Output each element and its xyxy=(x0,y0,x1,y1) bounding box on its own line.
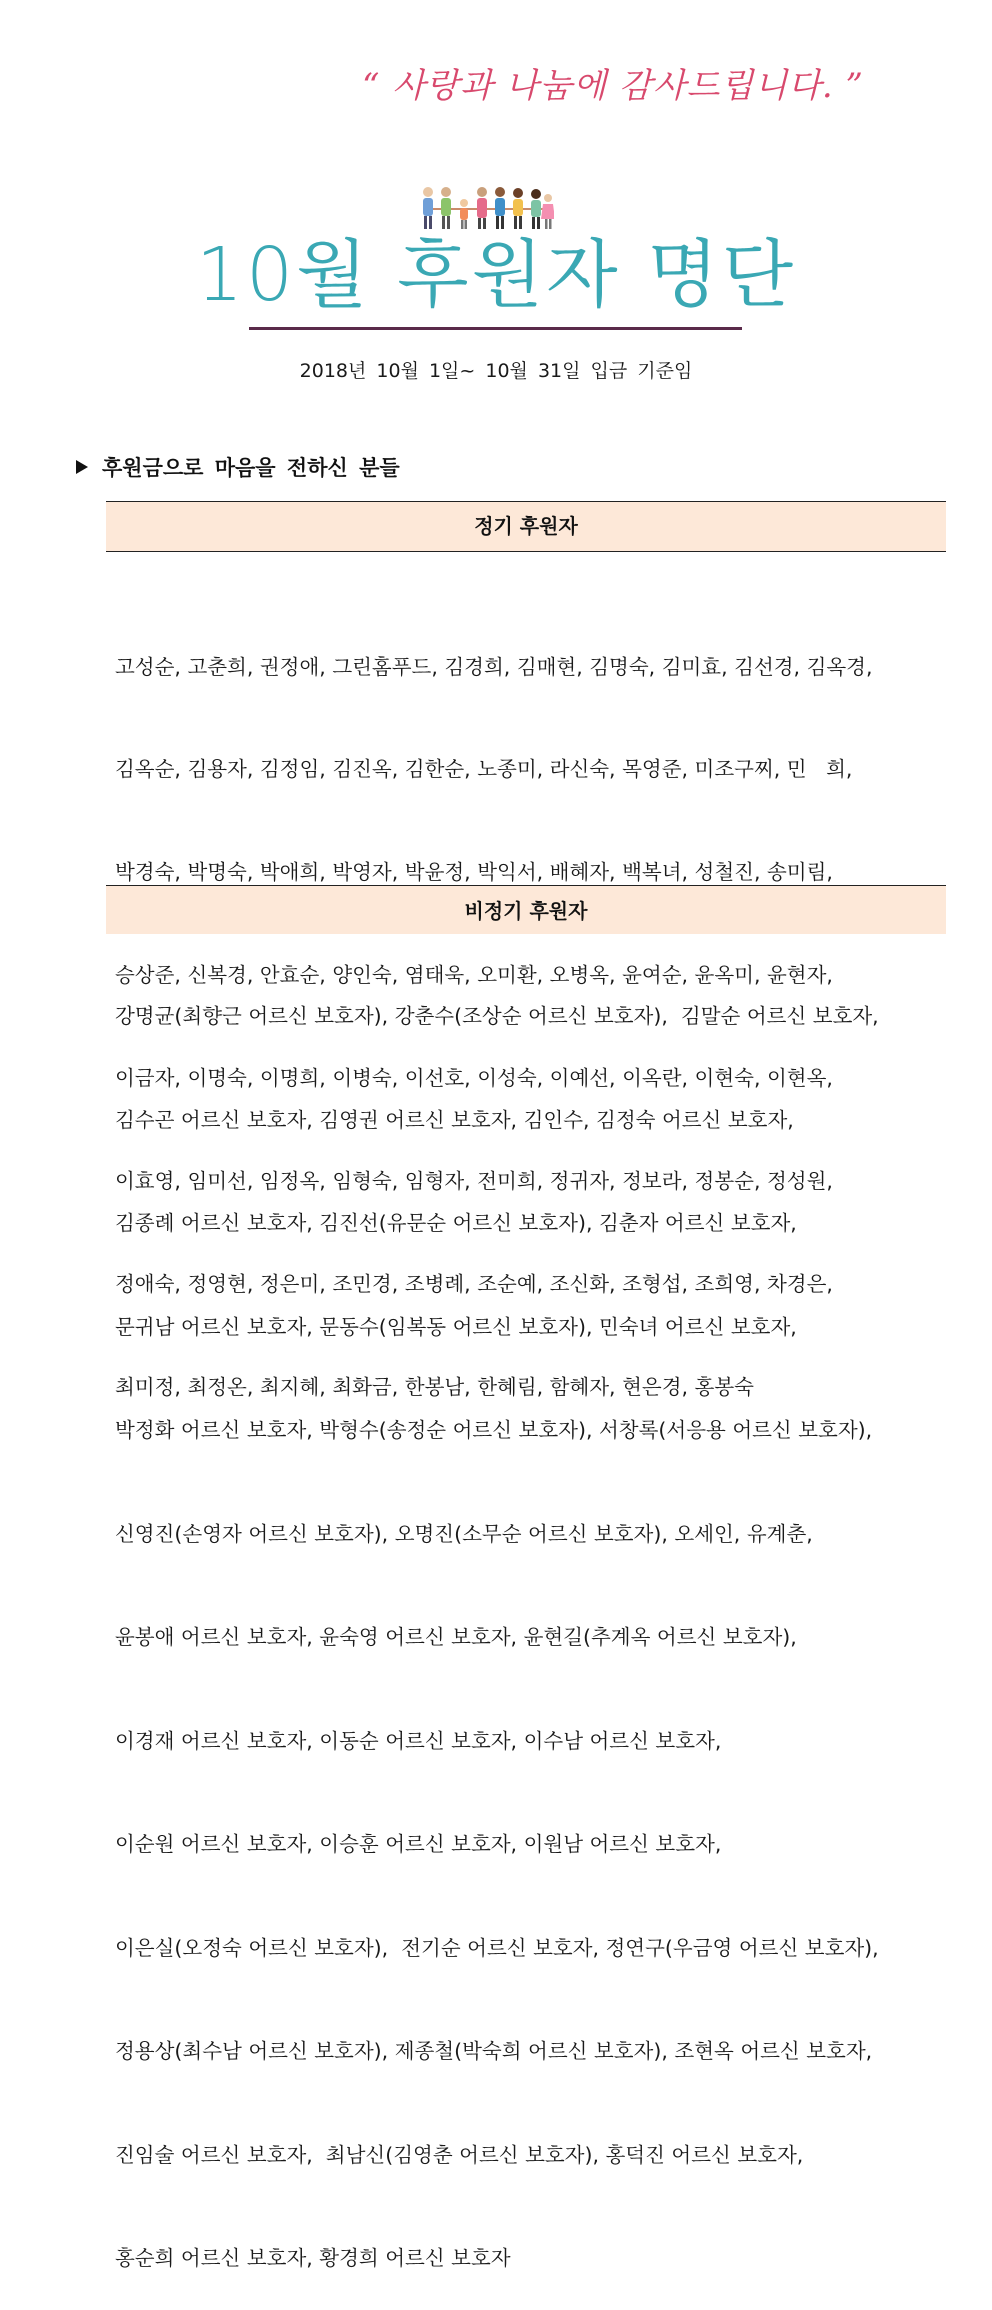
irregular-donors-header: 비정기 후원자 xyxy=(106,885,946,934)
donor-line: 김수곤 어르신 보호자, 김영권 어르신 보호자, 김인수, 김정숙 어르신 보호자, xyxy=(115,1107,794,1132)
donor-line: 이금자, 이명숙, 이명희, 이병숙, 이선호, 이성숙, 이예선, 이옥란, 이현숙, 이현옥, xyxy=(115,1066,833,1091)
family-people-icon xyxy=(418,185,554,231)
donor-line: 강명균(최향근 어르신 보호자), 강춘수(조상순 어르신 보호자), 김말순 어르신 보호자, xyxy=(115,1004,879,1028)
donor-line: 박정화 어르신 보호자, 박형수(송정순 어르신 보호자), 서창록(서응용 어르신 보호자), xyxy=(115,1418,873,1442)
donor-line: 이순원 어르신 보호자, 이승훈 어르신 보호자, 이원남 어르신 보호자, xyxy=(115,1832,722,1856)
triangle-bullet-icon xyxy=(76,460,88,474)
donor-line: 윤봉애 어르신 보호자, 윤숙영 어르신 보호자, 윤현길(추계옥 어르신 보호자), xyxy=(115,1625,797,1649)
donor-line: 승상준, 신복경, 안효순, 양인숙, 염태욱, 오미환, 오병옥, 윤여순, 윤옥미, 윤현자, xyxy=(115,963,833,988)
greeting-text: “ 사랑과 나눔에 감사드립니다. ” xyxy=(362,66,864,106)
donor-line: 정애숙, 정영현, 정은미, 조민경, 조병례, 조순예, 조신화, 조형섭, 조희영, 차경은, xyxy=(115,1271,833,1296)
donor-line: 정용상(최수남 어르신 보호자), 제종철(박숙희 어르신 보호자), 조현옥 어르신 보호자, xyxy=(115,2039,873,2063)
donor-line: 이은실(오정숙 어르신 보호자), 전기순 어르신 보호자, 정연구(우금영 어르신 보호자), xyxy=(115,1935,879,1960)
donor-line: 최미정, 최정온, 최지혜, 최화금, 한봉남, 한혜림, 함혜자, 현은경, 홍봉숙 xyxy=(115,1374,754,1399)
section-heading xyxy=(76,452,400,482)
donor-line: 신영진(손영자 어르신 보호자), 오명진(소무순 어르신 보호자), 오세인, 유계춘, xyxy=(115,1521,813,1546)
donor-line: 김옥순, 김용자, 김정임, 김진옥, 김한순, 노종미, 라신숙, 목영준, 미조구찌, 민 희, xyxy=(115,757,853,782)
page-title: 10월 후원자 명단 xyxy=(195,232,797,318)
irregular-donors-list xyxy=(115,930,955,2310)
donor-line: 이경재 어르신 보호자, 이동순 어르신 보호자, 이수남 어르신 보호자, xyxy=(115,1728,722,1753)
donor-line: 박경숙, 박명숙, 박애희, 박영자, 박윤정, 박익서, 배혜자, 백복녀, 성철진, 송미림, xyxy=(115,860,833,885)
regular-donors-header: 정기 후원자 xyxy=(106,501,946,552)
donor-line: 고성순, 고춘희, 권정애, 그린홈푸드, 김경희, 김매현, 김명숙, 김미효, 김선경, 김옥경, xyxy=(115,654,873,679)
donor-line: 문귀남 어르신 보호자, 문동수(임복동 어르신 보호자), 민숙녀 어르신 보호자, xyxy=(115,1314,797,1339)
donor-line: 홍순희 어르신 보호자, 황경희 어르신 보호자 xyxy=(115,2246,511,2270)
title-underline xyxy=(249,327,742,330)
section-heading-text: 후원금으로 마음을 전하신 분들 xyxy=(102,456,400,480)
donor-line: 이효영, 임미선, 임정옥, 임형숙, 임형자, 전미희, 정귀자, 정보라, 정봉순, 정성원, xyxy=(115,1169,833,1194)
donor-line: 진임술 어르신 보호자, 최남신(김영춘 어르신 보호자), 홍덕진 어르신 보호자, xyxy=(115,2142,804,2167)
donor-line: 김종례 어르신 보호자, 김진선(유문순 어르신 보호자), 김춘자 어르신 보호자, xyxy=(115,1211,797,1235)
period-note: 2018년 10월 1일~ 10월 31일 입금 기준임 xyxy=(299,360,693,382)
